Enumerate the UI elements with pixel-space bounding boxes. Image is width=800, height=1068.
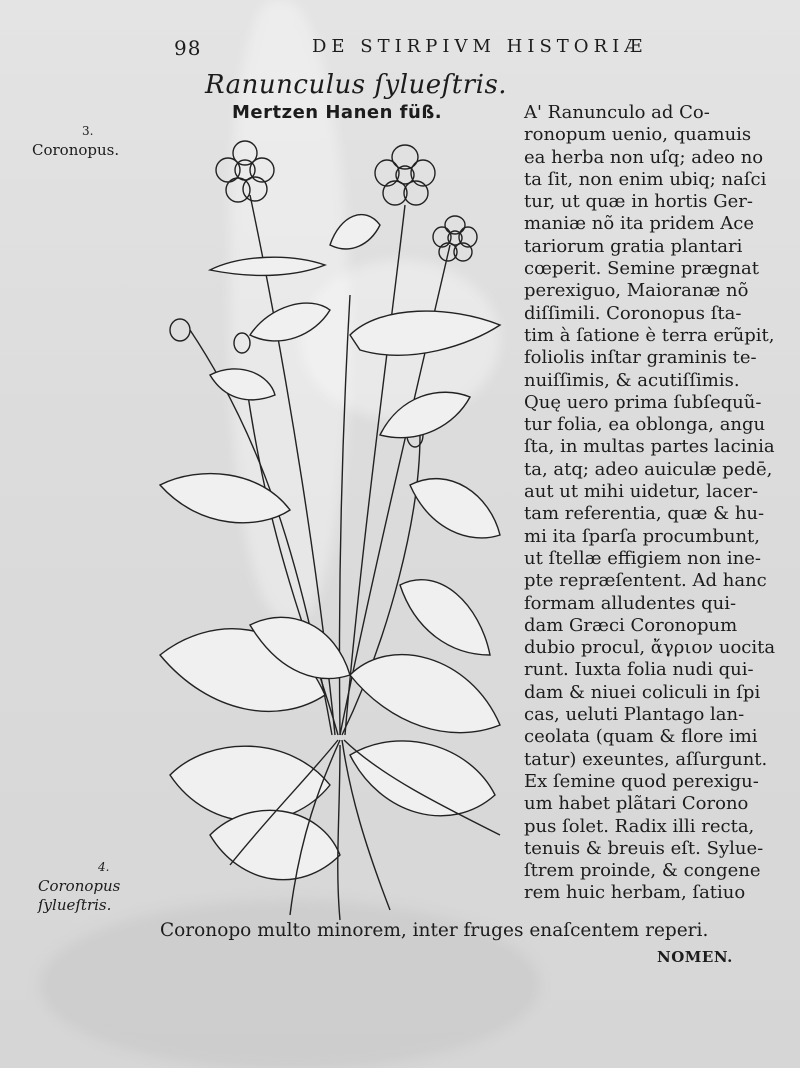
text-line: tatur) exeuntes, aſſurgunt.: [524, 748, 768, 770]
body-text-column: [524, 102, 776, 905]
text-line: rem huic herbam, ſatiuo: [524, 882, 746, 904]
running-head: DE STIRPIVM HISTORIÆ: [312, 36, 648, 57]
text-line: ut ſtellæ effigiem non ine-: [524, 547, 761, 569]
text-line: tariorum gratia plantari: [524, 235, 743, 257]
text-line: A' Ranunculo ad Co-: [524, 102, 710, 123]
text-line: ronopum uenio, quamuis: [524, 124, 752, 146]
text-line: cœperit. Semine prægnat: [524, 258, 759, 280]
text-line: pus ſolet. Radix illi recta,: [524, 815, 755, 837]
text-line: diſſimili. Coronopus ſta-: [524, 302, 742, 324]
text-line: maniæ nõ ita pridem Ace: [524, 213, 754, 235]
text-line: mi ita ſparſa procumbunt,: [524, 525, 760, 547]
margin-note-label: Coronopus ſylueſtris.: [38, 877, 121, 914]
text-line: cas, ueluti Plantago lan-: [524, 704, 745, 726]
text-line: tenuis & breuis eſt. Sylue-: [524, 837, 764, 859]
text-line: runt. Iuxta folia nudi qui-: [524, 659, 754, 681]
text-line: um habet plãtari Corono: [524, 793, 749, 815]
margin-note-number: 3.: [82, 124, 94, 138]
margin-note: [32, 122, 119, 160]
text-line: dam & niuei coliculi in ſpi: [524, 681, 761, 703]
page-number: 98: [174, 36, 202, 60]
text-line: perexiguo, Maioranæ nõ: [524, 280, 749, 302]
text-line: foliolis inſtar graminis te-: [524, 347, 757, 369]
text-line: tur, ut quæ in hortis Ger-: [524, 191, 753, 213]
plant-title: Ranunculus ſylueſtris.: [205, 70, 508, 100]
text-line: pte repræſentent. Ad hanc: [524, 570, 767, 592]
text-line: formam alludentes qui-: [524, 592, 737, 614]
text-line: tam referentia, quæ & hu-: [524, 503, 765, 525]
text-line: ſta, in multas partes lacinia: [524, 436, 775, 458]
text-line: Ex ſemine quod perexigu-: [524, 770, 759, 792]
text-line: ſtrem proinde, & congene: [524, 860, 761, 882]
text-line: nuiſſimis, & acutiſſimis.: [524, 369, 740, 391]
text-line: ta, atq; adeo auiculæ pedē,: [524, 458, 773, 480]
continuation-line: Coronopo multo minorem, inter fruges enaſcentem reperi.: [160, 920, 709, 941]
text-line: ceolata (quam & flore imi: [524, 726, 758, 748]
plant-subtitle: Mertzen Hanen füß.: [232, 102, 443, 123]
catchword: NOMEN.: [657, 948, 733, 966]
text-line: tur folia, ea oblonga, angu: [524, 414, 766, 436]
text-line: tim à ſatione è terra erũpit,: [524, 324, 775, 346]
text-line: Quę uero prima ſubſequũ-: [524, 391, 762, 413]
margin-note: [38, 858, 128, 915]
text-line: ea herba non uſq; adeo no: [524, 146, 764, 168]
margin-note-number: 4.: [98, 860, 110, 874]
plant-woodcut-illustration: [150, 135, 520, 925]
text-line: dam Græci Coronopum: [524, 614, 738, 636]
text-line: ta ſit, non enim ubiq; naſci: [524, 168, 767, 190]
text-line: aut ut mihi uidetur, lacer-: [524, 481, 759, 503]
margin-note-label: Coronopus.: [32, 141, 120, 159]
text-line: dubio procul, ἄγριον uocita: [524, 637, 776, 659]
